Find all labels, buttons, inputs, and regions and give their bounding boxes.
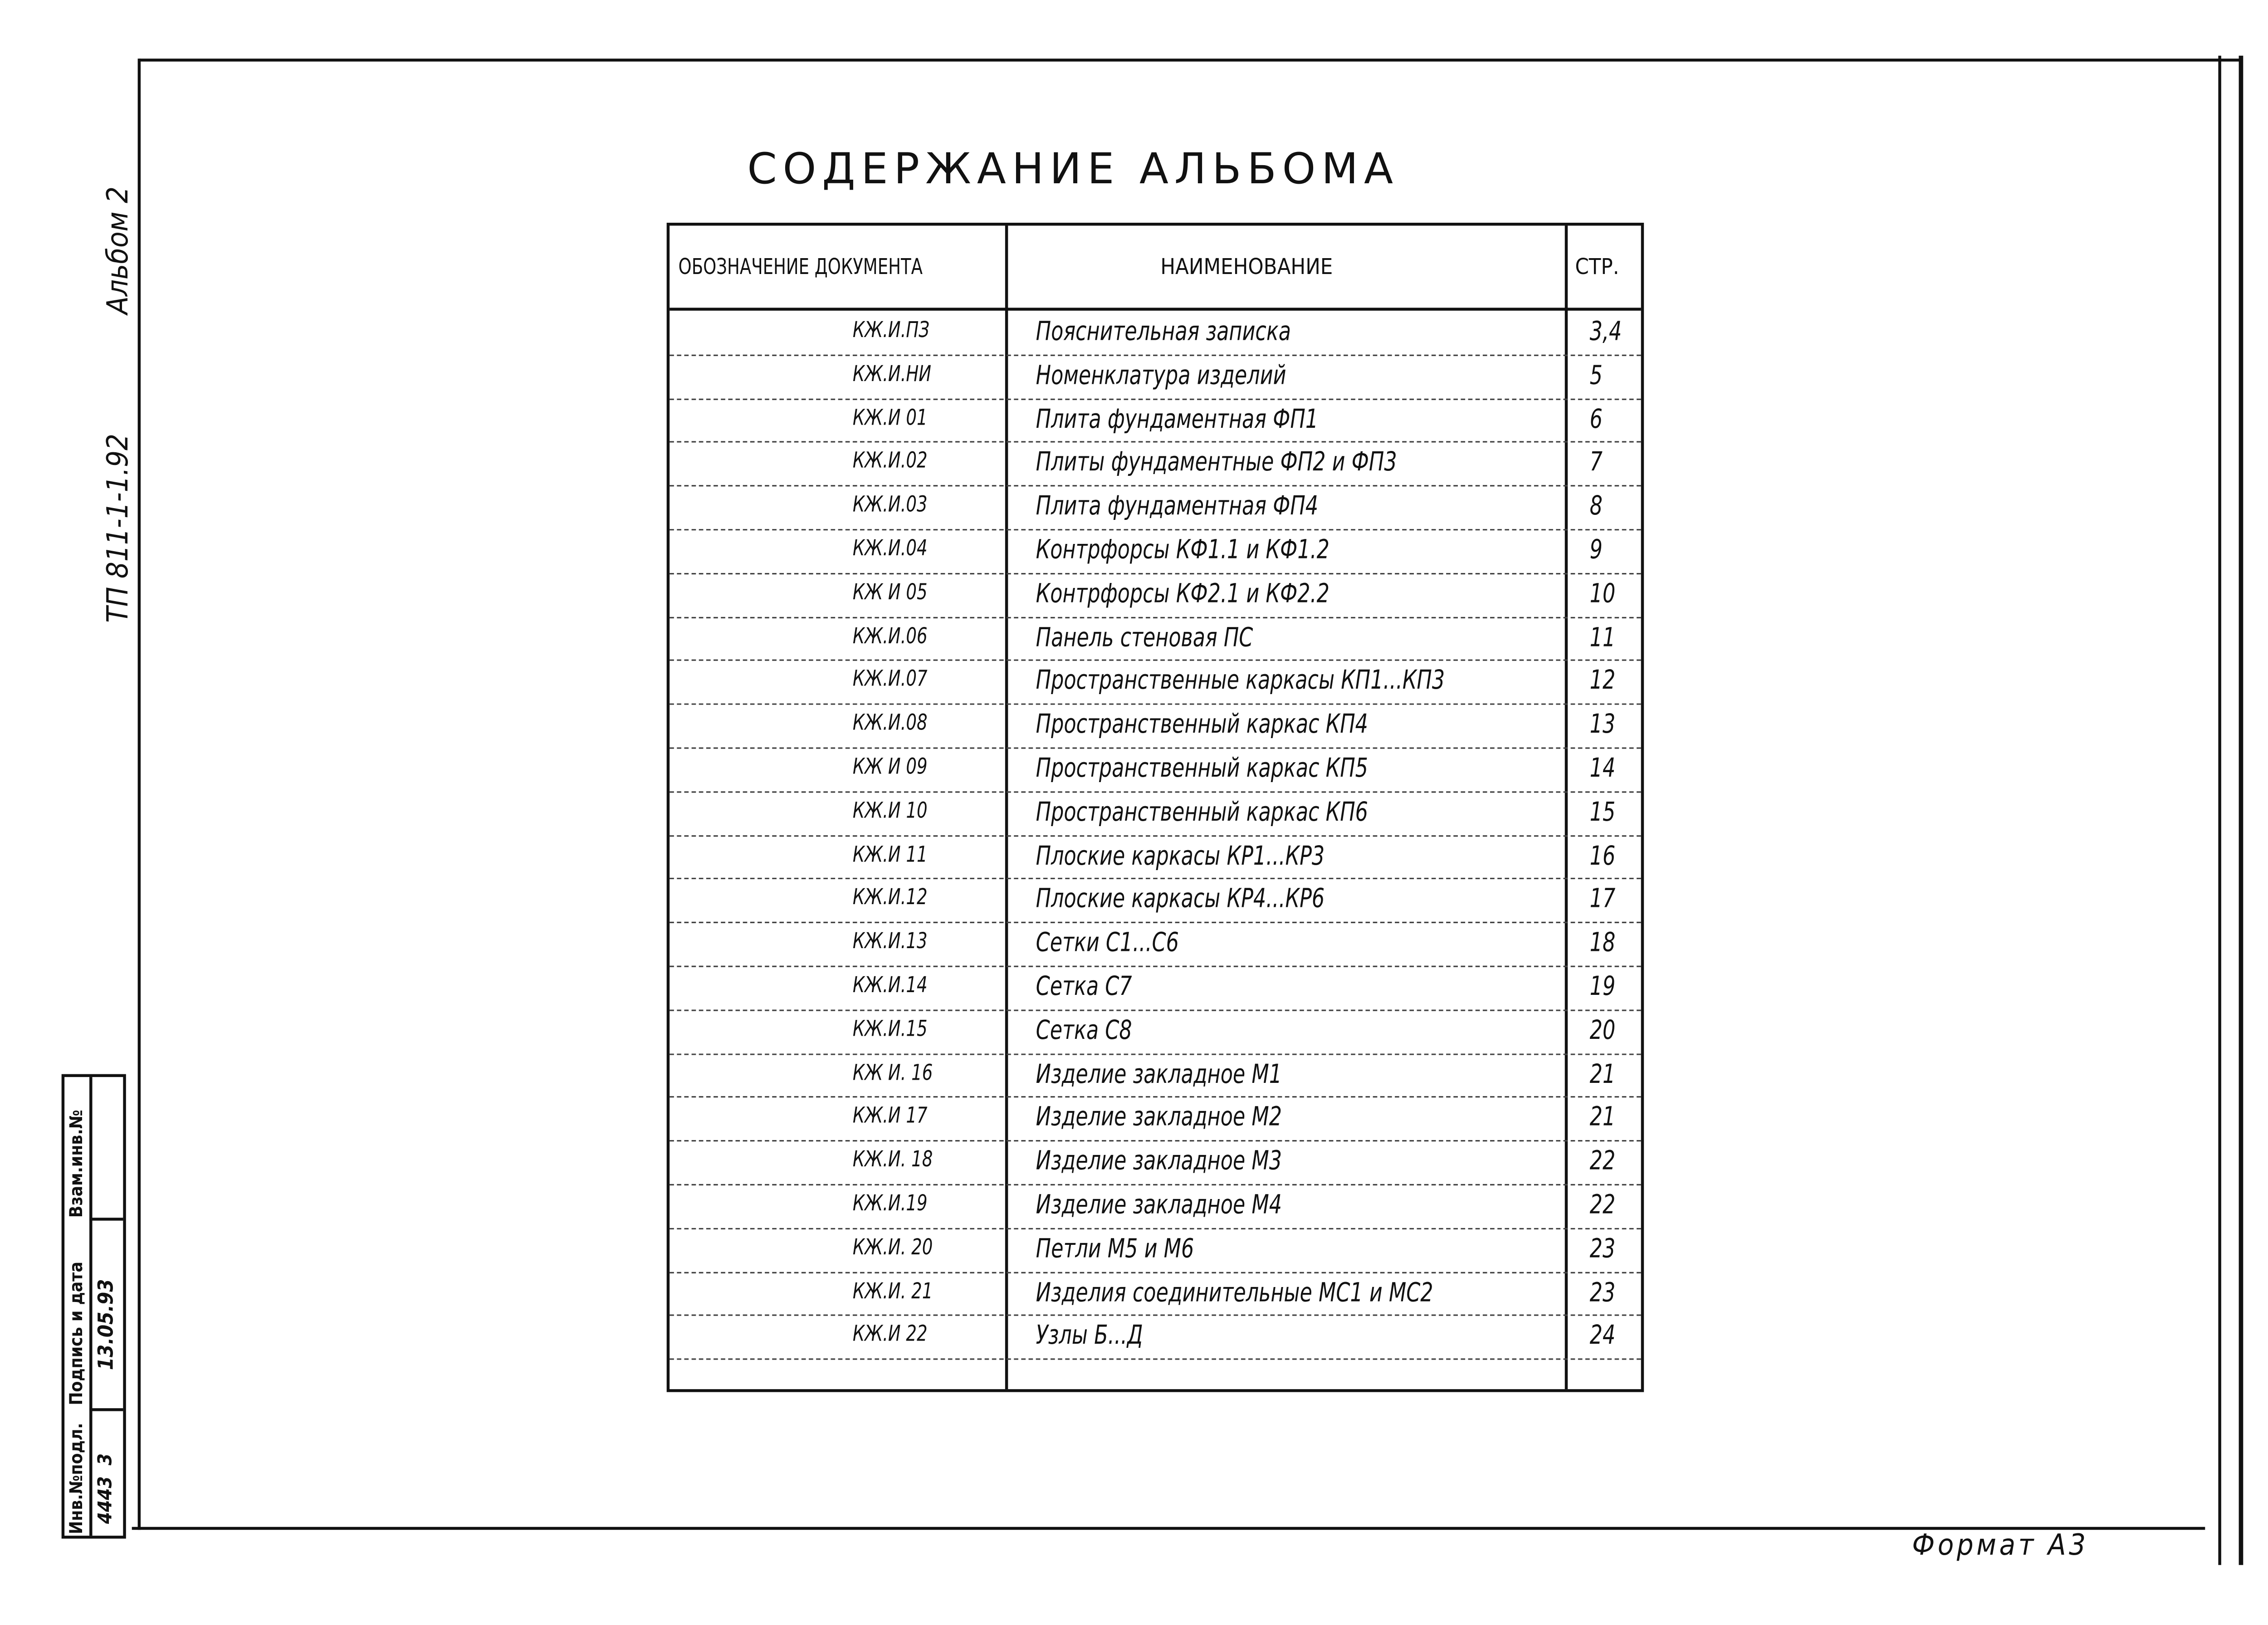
row-code: КЖ.И 01 [852, 404, 928, 431]
frame-right-outer [2239, 56, 2244, 1565]
header-designation: ОБОЗНАЧЕНИЕ ДОКУМЕНТА [678, 253, 923, 280]
row-page: 3,4 [1589, 316, 1622, 348]
row-name: Пространственный каркас КП5 [1036, 753, 1368, 784]
row-page: 23 [1589, 1233, 1616, 1264]
row-name: Пояснительная записка [1036, 316, 1291, 348]
table-row [670, 1315, 1641, 1360]
row-name: Узлы Б...Д [1036, 1321, 1143, 1352]
row-page: 21 [1589, 1102, 1616, 1134]
table-row [670, 747, 1641, 792]
row-code: КЖ.И.19 [852, 1189, 928, 1216]
row-code: КЖ.И 17 [852, 1102, 928, 1129]
row-name: Плита фундаментная ФП1 [1036, 404, 1319, 435]
row-name: Изделия соединительные МС1 и МС2 [1036, 1277, 1433, 1308]
row-code: КЖ.И. 21 [852, 1277, 933, 1304]
row-name: Контрфорсы КФ1.1 и КФ1.2 [1036, 534, 1330, 566]
row-name: Плоские каркасы КР1...КР3 [1036, 840, 1325, 871]
table-row [670, 354, 1641, 399]
stamp-divider [89, 1408, 123, 1411]
row-page: 11 [1589, 622, 1616, 653]
row-page: 24 [1589, 1321, 1616, 1352]
row-page: 19 [1589, 971, 1616, 1003]
table-row [670, 878, 1641, 923]
row-name: Изделие закладное М3 [1036, 1146, 1282, 1177]
table-row [670, 1009, 1641, 1054]
side-label [100, 186, 135, 623]
header-page: СТР. [1575, 253, 1619, 280]
row-name: Изделие закладное М1 [1036, 1059, 1282, 1090]
row-page: 13 [1589, 709, 1616, 740]
row-page: 17 [1589, 884, 1616, 915]
table-row [670, 791, 1641, 836]
row-code: КЖ.И 11 [852, 840, 928, 867]
table-row [670, 1053, 1641, 1098]
row-code: КЖ.И.04 [852, 534, 928, 562]
table-row [670, 1140, 1641, 1185]
row-page: 12 [1589, 666, 1616, 697]
row-page: 8 [1589, 491, 1603, 522]
row-page: 20 [1589, 1015, 1616, 1046]
frame-right [2218, 56, 2221, 1565]
table-row [670, 1184, 1641, 1229]
header-name: НАИМЕНОВАНИЕ [1160, 253, 1333, 280]
row-code: КЖ.И.14 [852, 971, 928, 998]
table-row [670, 704, 1641, 749]
row-name: Пространственные каркасы КП1...КП3 [1036, 666, 1445, 697]
row-name: Контрфорсы КФ2.1 и КФ2.2 [1036, 578, 1330, 610]
row-page: 22 [1589, 1189, 1616, 1221]
row-name: Номенклатура изделий [1036, 360, 1286, 391]
table-row [670, 617, 1641, 661]
row-name: Сетка С8 [1036, 1015, 1132, 1046]
row-code: КЖ.И. 20 [852, 1233, 933, 1260]
row-code: КЖ.И.ПЗ [852, 316, 930, 343]
table-row [670, 966, 1641, 1011]
inv-value: 4443 [95, 1476, 117, 1524]
row-name: Сетка С7 [1036, 971, 1132, 1003]
row-code: КЖ.И.15 [852, 1015, 928, 1042]
frame-top [139, 59, 2242, 61]
table-row [670, 529, 1641, 574]
album-number: Альбом 2 [99, 186, 135, 314]
row-name: Сетки С1...С6 [1036, 928, 1179, 959]
row-code: КЖ.И 10 [852, 797, 928, 823]
sign-value: 13.05.93 [95, 1279, 119, 1370]
row-page: 10 [1589, 578, 1616, 610]
row-page: 9 [1589, 534, 1603, 566]
frame-bottom [132, 1527, 2205, 1530]
row-page: 23 [1589, 1277, 1616, 1308]
table-row [670, 573, 1641, 617]
row-code: КЖ.И.02 [852, 447, 928, 474]
row-code: КЖ.И.07 [852, 666, 928, 692]
page-title: СОДЕРЖАНИЕ АЛЬБОМА [747, 143, 1399, 194]
table-row [670, 922, 1641, 967]
row-page: 7 [1589, 447, 1603, 479]
table-row [670, 835, 1641, 880]
row-code: КЖ.И. 18 [852, 1146, 933, 1173]
inv-value-2: 3 [95, 1453, 117, 1466]
row-page: 15 [1589, 797, 1616, 828]
replace-label: Взам.инв.№ [66, 1110, 87, 1218]
table-row [670, 1228, 1641, 1273]
row-code: КЖ.И.08 [852, 709, 928, 736]
row-page: 16 [1589, 840, 1616, 871]
row-name: Плита фундаментная ФП4 [1036, 491, 1319, 522]
row-name: Панель стеновая ПС [1036, 622, 1253, 653]
table-row [670, 398, 1641, 443]
row-name: Пространственный каркас КП6 [1036, 797, 1368, 828]
sheet-format: Формат А3 [1912, 1527, 2089, 1562]
row-name: Плиты фундаментные ФП2 и ФП3 [1036, 447, 1397, 479]
row-name: Пространственный каркас КП4 [1036, 709, 1368, 740]
table-row [670, 485, 1641, 530]
row-page: 5 [1589, 360, 1603, 391]
row-code: КЖ.И.03 [852, 491, 928, 518]
row-name: Изделие закладное М4 [1036, 1189, 1282, 1221]
row-code: КЖ.И.06 [852, 622, 928, 649]
frame-left [138, 59, 141, 1530]
table-row [670, 1096, 1641, 1141]
row-code: КЖ И. 16 [852, 1059, 933, 1086]
project-code: ТП 811-1-1.92 [99, 433, 135, 623]
table-row [670, 442, 1641, 487]
row-code: КЖ И 05 [852, 578, 928, 605]
row-code: КЖ.И.13 [852, 928, 928, 954]
row-name: Плоские каркасы КР4...КР6 [1036, 884, 1325, 915]
row-page: 6 [1589, 404, 1603, 435]
table-row [670, 1271, 1641, 1316]
row-code: КЖ.И.НИ [852, 360, 931, 387]
table-row [670, 660, 1641, 705]
approval-stamp [62, 1074, 126, 1539]
row-code: КЖ.И 22 [852, 1321, 928, 1347]
contents-table [667, 223, 1644, 1392]
row-page: 21 [1589, 1059, 1616, 1090]
row-page: 18 [1589, 928, 1616, 959]
inv-label: Инв.№подл. [66, 1423, 87, 1534]
stamp-divider [89, 1077, 92, 1536]
row-code: КЖ И 09 [852, 753, 928, 780]
stamp-divider [89, 1218, 123, 1220]
row-page: 14 [1589, 753, 1616, 784]
row-page: 22 [1589, 1146, 1616, 1177]
table-row [670, 311, 1641, 356]
row-code: КЖ.И.12 [852, 884, 928, 911]
sign-label: Подпись и дата [66, 1261, 87, 1405]
row-name: Изделие закладное М2 [1036, 1102, 1282, 1134]
row-name: Петли М5 и М6 [1036, 1233, 1194, 1264]
